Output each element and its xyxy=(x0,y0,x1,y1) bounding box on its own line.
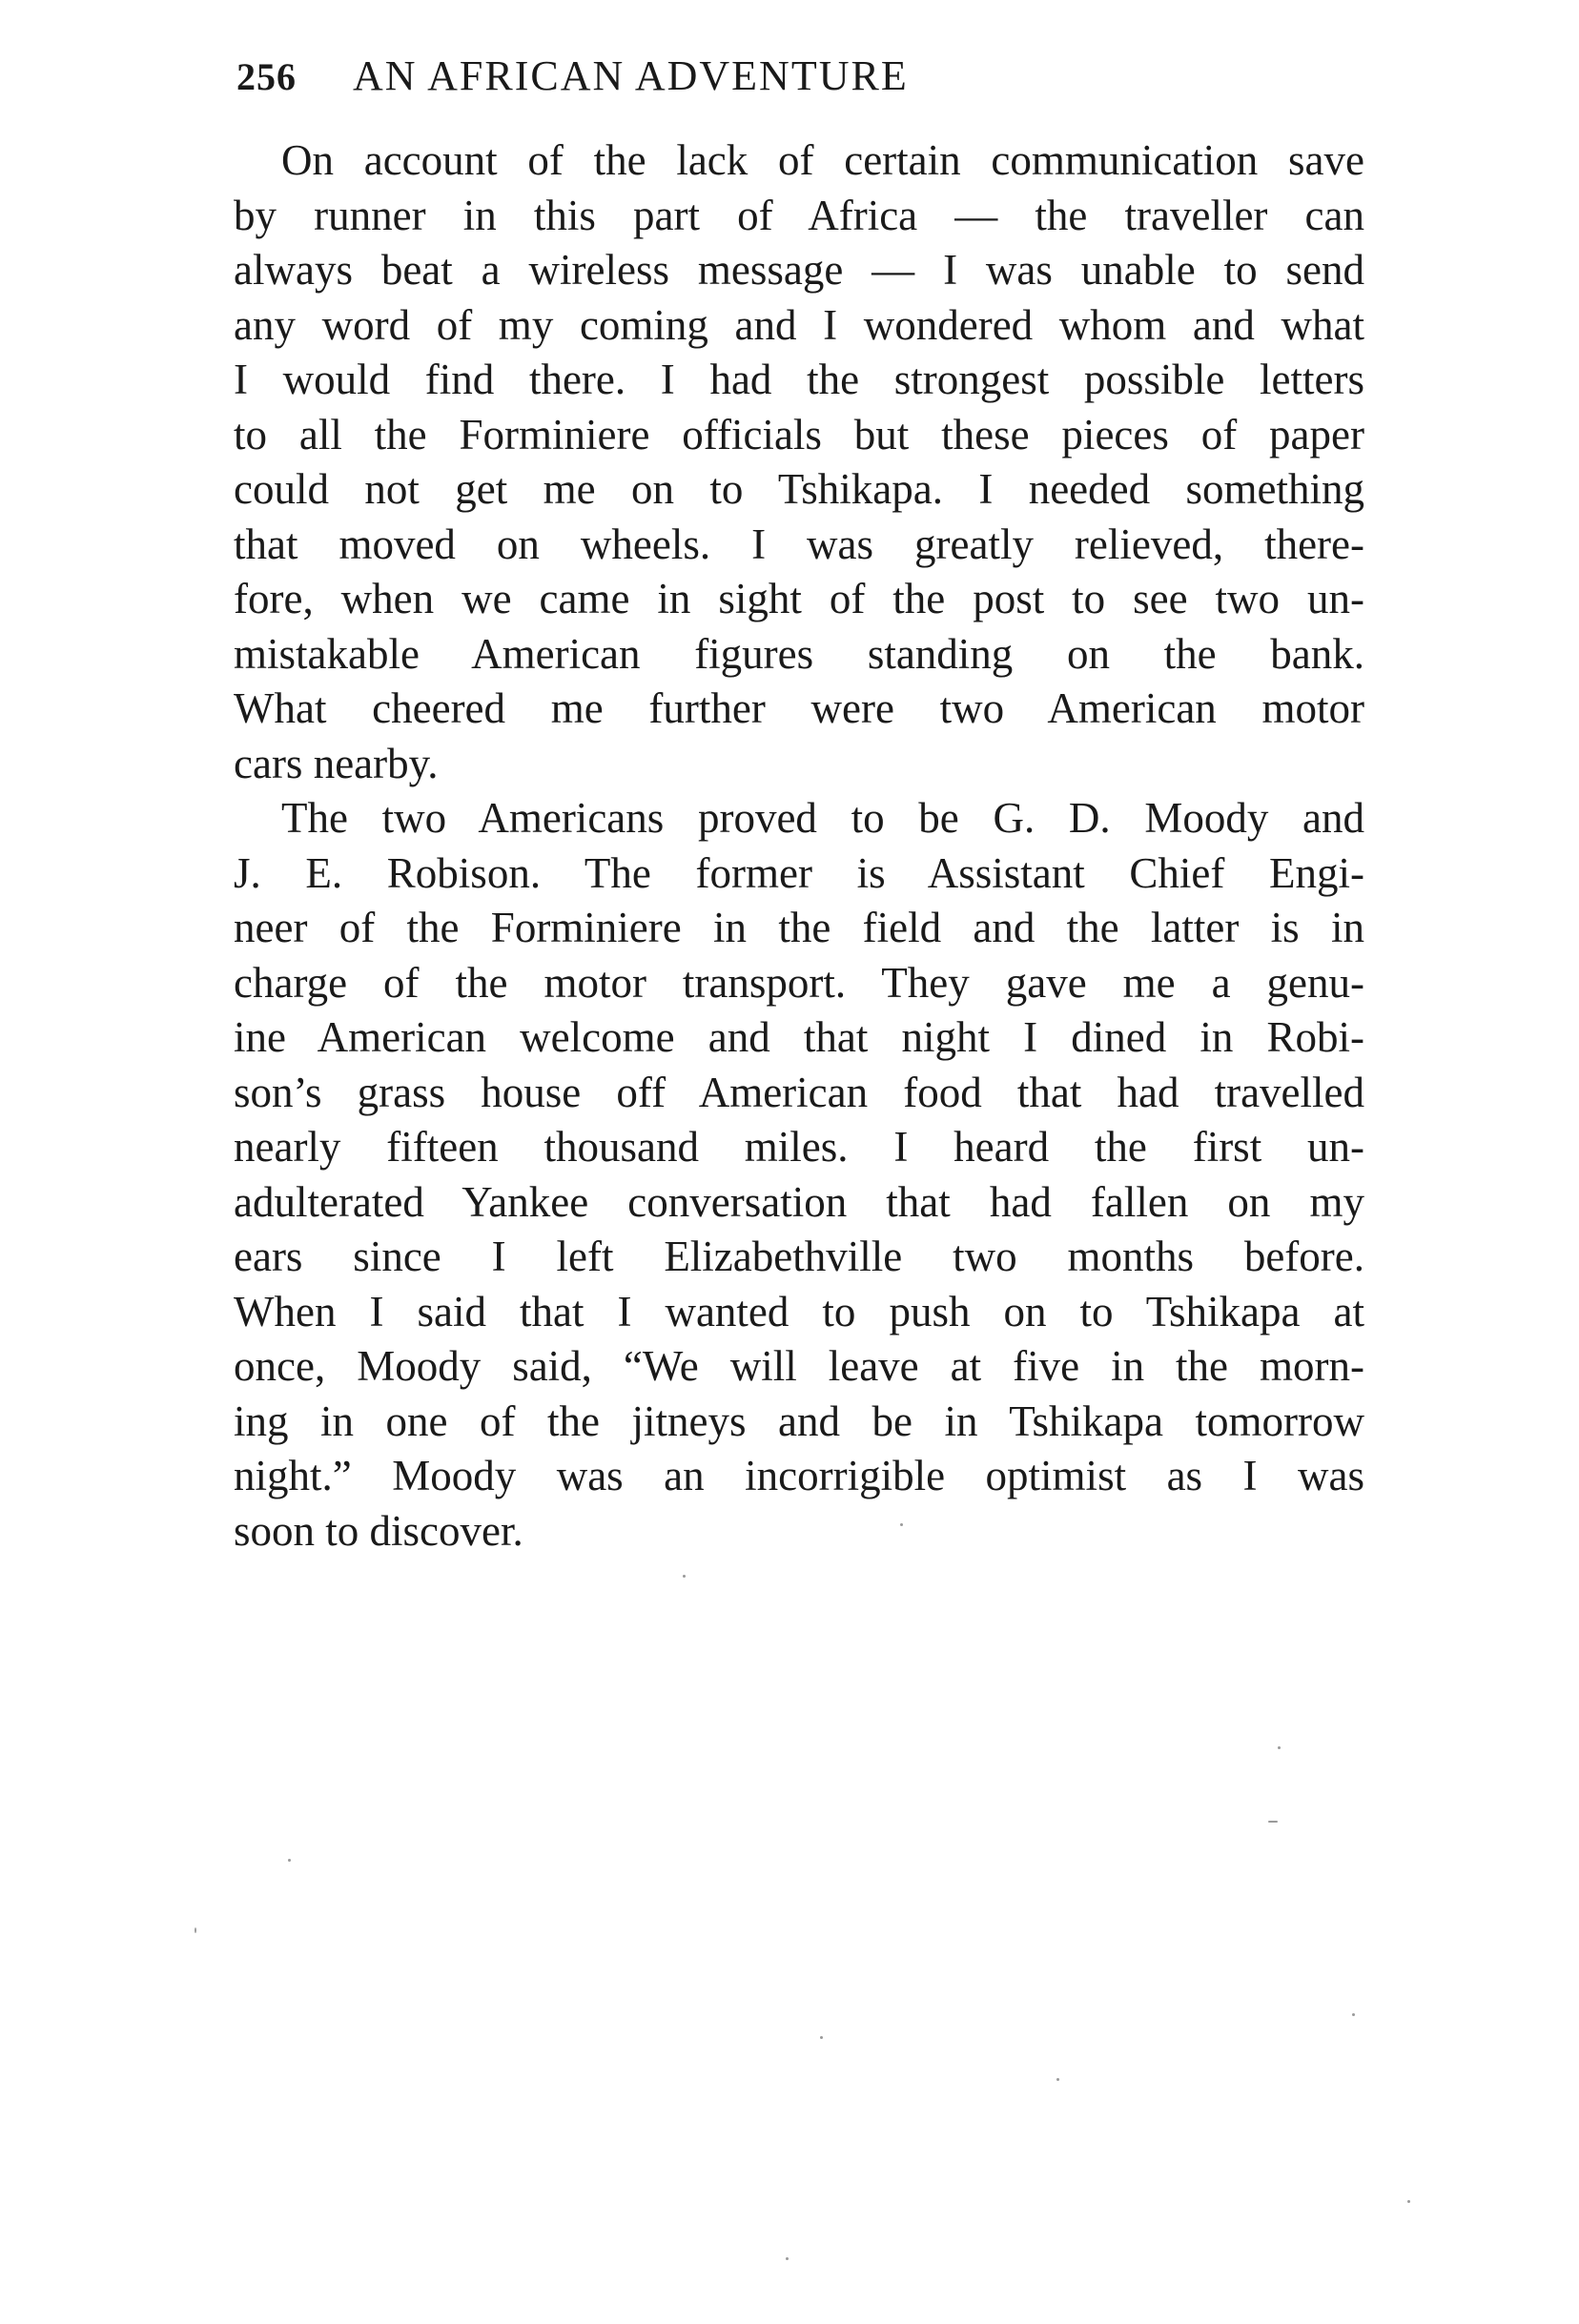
scan-speck xyxy=(683,1575,686,1578)
text-line: ine American welcome and that night I dined in Robi- xyxy=(234,1013,1364,1061)
text-line: cars nearby. xyxy=(234,739,439,787)
text-line: I would find there. I had the strongest possible letters xyxy=(234,356,1364,403)
running-head xyxy=(236,50,1362,103)
scan-speck xyxy=(900,1523,903,1526)
text-line: adulterated Yankee conversation that had fallen on my xyxy=(234,1177,1364,1226)
scan-speck xyxy=(1278,1746,1281,1749)
text-line: that moved on wheels. I was greatly relieved, there- xyxy=(234,520,1364,568)
text-line: J. E. Robison. The former is Assistant Chief Engi- xyxy=(234,848,1364,897)
text-line: always beat a wireless message — I was unable to send xyxy=(234,246,1364,294)
book-title: AN AFRICAN ADVENTURE xyxy=(353,52,909,99)
scan-speck xyxy=(786,2257,789,2260)
scan-speck xyxy=(1352,2013,1355,2016)
text-line: On account of the lack of certain communication save xyxy=(281,136,1364,184)
scan-speck xyxy=(195,1927,196,1933)
text-line: any word of my coming and I wondered whom and what xyxy=(234,300,1364,349)
text-line: The two Americans proved to be G. D. Moody and xyxy=(281,794,1364,842)
body-text xyxy=(234,133,1364,1559)
text-line: nearly fifteen thousand miles. I heard the first un- xyxy=(234,1123,1364,1171)
text-line: mistakable American figures standing on the bank. xyxy=(234,629,1364,678)
text-line: once, Moody said, “We will leave at five in the morn- xyxy=(234,1342,1364,1390)
text-line: neer of the Forminiere in the field and the latter is in xyxy=(234,904,1364,951)
scan-speck xyxy=(1407,2200,1410,2203)
scan-speck xyxy=(1268,1821,1278,1823)
scan-speck xyxy=(820,2036,823,2039)
text-line: fore, when we came in sight of the post to see two un- xyxy=(234,575,1364,622)
paragraph-1 xyxy=(234,133,1364,791)
scan-speck xyxy=(288,1859,291,1862)
text-line: soon to discover. xyxy=(234,1506,523,1555)
page-number: 256 xyxy=(236,55,297,98)
scan-speck xyxy=(1056,2078,1059,2081)
text-line: What cheered me further were two American motor xyxy=(234,684,1364,732)
text-line: When I said that I wanted to push on to Tshikapa at xyxy=(234,1287,1364,1335)
text-line: ears since I left Elizabethville two months before. xyxy=(234,1233,1364,1280)
text-line: to all the Forminiere officials but these pieces of paper xyxy=(234,410,1364,459)
text-line: could not get me on to Tshikapa. I needed something xyxy=(234,465,1364,513)
text-line: by runner in this part of Africa — the traveller can xyxy=(234,191,1364,239)
paragraph-2 xyxy=(234,791,1364,1559)
text-line: charge of the motor transport. They gave me a genu- xyxy=(234,958,1364,1007)
text-line: night.” Moody was an incorrigible optimist as I was xyxy=(234,1452,1364,1499)
text-line: ing in one of the jitneys and be in Tshikapa tomorrow xyxy=(234,1396,1364,1445)
text-line: son’s grass house off American food that had travelled xyxy=(234,1068,1364,1116)
